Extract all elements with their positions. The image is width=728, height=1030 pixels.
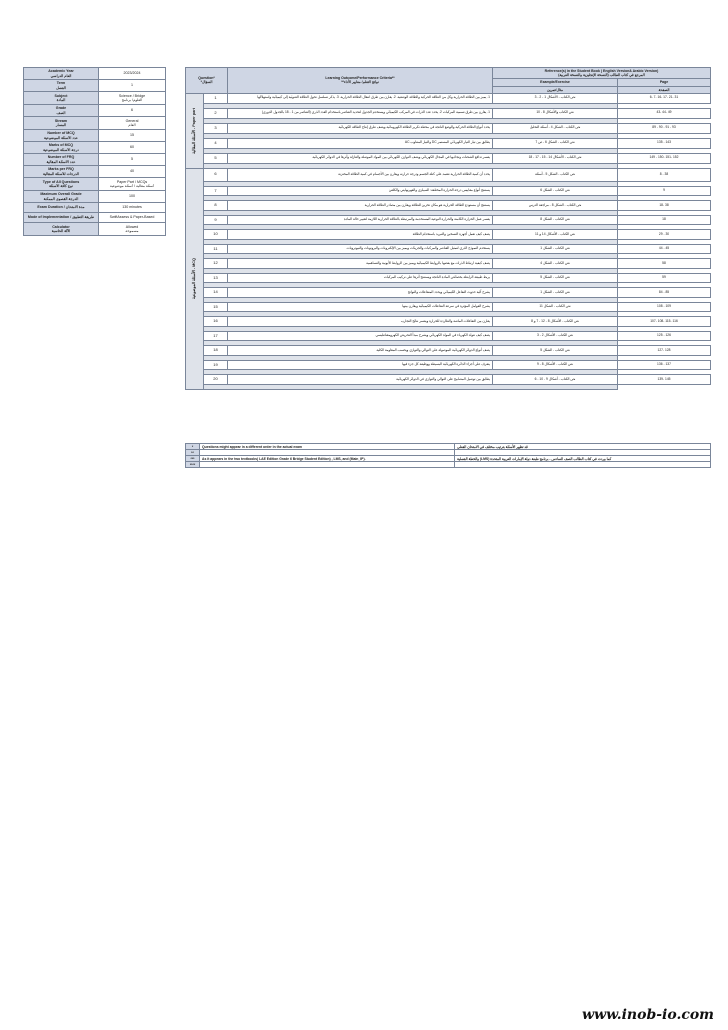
- book-reference: نص الكتاب - الأشكال 14 و 11: [493, 230, 618, 240]
- page-reference: 29 - 30: [618, 230, 711, 240]
- page-reference: 8 - 38: [618, 168, 711, 181]
- note-text-ar: كما وردت في كتاب الطالب الصف السادس - برنامج طبعة دولة الإمارات العربية المتحدة (LMS) والخطة الفصلية: [455, 456, 711, 462]
- info-label-ar: الدرجات للأسئلة المقالية: [42, 171, 80, 176]
- page-reference: 58: [618, 259, 711, 269]
- info-label-en: Number of MCQ: [47, 131, 75, 136]
- question-row: [186, 168, 711, 181]
- book-reference: نص الكتاب - الشكل 5 - أسئلة: [493, 168, 618, 181]
- info-label-ar: المسار: [55, 123, 67, 127]
- info-label: [24, 213, 99, 223]
- book-reference: نص الكتاب - الأشكال 8 - 9: [493, 360, 618, 370]
- info-value-ar: أسئلة مقالية / أسئلة موضوعية: [109, 184, 155, 188]
- info-label: [24, 191, 99, 203]
- info-label-ar: العام الدراسي: [50, 73, 72, 78]
- info-value: [99, 142, 166, 154]
- example-header-ar: مثال/تمرين: [493, 86, 618, 93]
- question-row: [186, 273, 711, 283]
- page-reference: 89 - 90 - 91 - 93: [618, 123, 711, 133]
- part-label-cell: [186, 93, 204, 168]
- info-value-text: 2023/2024: [123, 71, 141, 76]
- info-label-en: Term: [56, 81, 66, 86]
- info-label-ar: درجة الأسئلة الموضوعية: [43, 147, 79, 152]
- info-label: [24, 80, 99, 92]
- question-number: 10: [204, 230, 228, 240]
- book-reference: نص الكتاب - الأشكال 2 - 3: [493, 331, 618, 341]
- note-text-ar: [455, 462, 711, 468]
- learning-outcome: يصف كيفية ارتباط الذرات مع بعضها بالروابط الكيميائية ويميز بين الروابط الأيونية والتساهمية: [228, 259, 493, 269]
- reference-header: Reference(s) in the Student Book ( English Version& Arabic Version) المرجع في كتاب الطالب (النسخة الإنجليزية والنسخة العربية): [493, 68, 711, 79]
- learning-outcome: يربط طبيعة الرابطة بخصائص المادة الناتجة ويستنتج أثرها على تركيب المركبات: [228, 273, 493, 283]
- note-text-en: [200, 462, 455, 468]
- learning-outcome: يطابق بين توصيل المصابيح على التوالي والتوازي في الدوائر الكهربائية: [228, 375, 493, 385]
- info-value: [99, 203, 166, 213]
- info-row: [24, 92, 166, 105]
- info-value-text: 100: [129, 194, 135, 199]
- page-reference: 107- 108- 115- 116: [618, 317, 711, 327]
- question-row: [186, 138, 711, 148]
- info-label-en: Maximum Overall Grade: [40, 192, 82, 197]
- question-number: 14: [204, 288, 228, 298]
- info-value: [99, 117, 166, 130]
- note-marker: **: [186, 450, 200, 456]
- note-row: [186, 462, 711, 468]
- book-reference: نص الكتاب - الأشكال 8 - 12 - 7 و 8: [493, 317, 618, 327]
- info-label-en: Stream: [54, 118, 68, 123]
- info-label: [24, 117, 99, 130]
- book-reference: نص الكتاب - الشكل 6 - ص 7: [493, 138, 618, 148]
- learning-outcome: يصف أنواع الدوائر الكهربائية الموصولة على التوالي والتوازي ويحسب المقاومة الكلية: [228, 346, 493, 356]
- info-label-ar: عدد الأسئلة الموضوعية: [44, 135, 78, 140]
- info-label-ar: الفصل: [56, 85, 66, 90]
- info-label-en: Academic Year: [48, 69, 74, 74]
- info-row: [24, 80, 166, 92]
- info-label: [24, 223, 99, 236]
- question-number: 13: [204, 273, 228, 283]
- info-value: [99, 223, 166, 236]
- info-value: [99, 191, 166, 203]
- info-label-en: Marks per FRQ: [48, 167, 74, 172]
- info-label: [24, 68, 99, 80]
- info-value: [99, 166, 166, 178]
- page-header-ar: الصفحة: [618, 86, 711, 93]
- info-label: [24, 92, 99, 105]
- question-number: 11: [204, 244, 228, 254]
- question-number: 7: [204, 186, 228, 196]
- book-reference: نص الكتاب - الشكل 6: [493, 186, 618, 196]
- question-number: 12: [204, 259, 228, 269]
- note-text-en: As it appears in the two textbooks( LAE Edition Grade 6 Bridge Student Edition) , LMS, and (Main_IP).: [200, 456, 455, 462]
- question-number: 3: [204, 123, 228, 133]
- info-value-text: 40: [130, 169, 134, 174]
- learning-outcome: يحدد أنواع الطاقة الحركية والوضع الناتجة في محطة تكرير الطاقة الكهرومائية ويصف طرق إنتاج الطاقة الكهربائية: [228, 123, 493, 133]
- question-row: [186, 123, 711, 133]
- question-number: 8: [204, 201, 228, 211]
- exam-structure-table: [185, 67, 711, 390]
- learning-outcome: يشرح العوامل المؤثرة في سرعة التفاعلات الكيميائية ويقارن بينها: [228, 302, 493, 312]
- question-row: [186, 215, 711, 225]
- info-row: [24, 142, 166, 154]
- learning-outcome: يستنتج أن مستودع الطاقة الحرارية هو مكان تخزين للطاقة ويقارن بين مصادر الطاقة الحرارية: [228, 201, 493, 211]
- learning-outcome: 1. يقارن بين طرق تسمية المركبات 2. يحدد عدد الذرات في المركب الكيميائي ويستخدم الجدول لتحديد العناصر باستخدام العدد الذري (العناصر من 1 - 18 بالجدول الدوري): [228, 108, 493, 118]
- info-label-en: Number of FRQ: [47, 155, 75, 160]
- info-row: [24, 130, 166, 142]
- info-row: [24, 178, 166, 191]
- info-value: [99, 92, 166, 105]
- question-row: [186, 186, 711, 196]
- question-row: [186, 244, 711, 254]
- question-row: [186, 360, 711, 370]
- page-reference: 149 - 150- 151- 152: [618, 153, 711, 163]
- info-value-text: SwiftAssess & Paper-Based: [109, 215, 155, 220]
- page-reference: 9: [618, 186, 711, 196]
- question-number: 9: [204, 215, 228, 225]
- question-number: 6: [204, 168, 228, 181]
- learning-outcome: يصف كيف تتولد الكهرباء في المولد الكهربائي ويشرح مبدأ التحريض الكهرومغناطيسي: [228, 331, 493, 341]
- book-reference: نص الكتاب - الشكل 5: [493, 273, 618, 283]
- info-value-text: 15: [130, 133, 134, 138]
- book-reference: نص الكتاب - الشكل 8 - مراجعة الدرس: [493, 201, 618, 211]
- note-text-en: Questions might appear in a different order in the actual exam: [200, 444, 455, 450]
- info-label-ar: المادة: [56, 98, 66, 102]
- notes-table: [185, 443, 711, 468]
- exam-info-table: [23, 67, 166, 236]
- info-label: [24, 203, 99, 213]
- info-label-en: Marks of MCQ: [48, 143, 74, 148]
- page-reference: 135 - 143: [618, 138, 711, 148]
- part-label-cell: [186, 168, 204, 389]
- info-value-ar: مسموحة: [125, 229, 139, 233]
- learning-outcome: يطابق بين تيار التيار الكهربائي المستمر DC والتيار المتناوب AC: [228, 138, 493, 148]
- info-value-text: Paper Part / MCQs: [116, 179, 148, 184]
- learning-outcome: يستنتج أنواع مقاييس درجة الحرارة المختلفة: السيلزي والفهرنهايتي والكلفن: [228, 186, 493, 196]
- info-value: [99, 213, 166, 223]
- info-value-text: Allowed: [125, 224, 139, 229]
- info-label: [24, 154, 99, 166]
- learning-outcome: يتعرف على أجزاء الدائرة الكهربائية البسيطة ووظيفة كل جزء فيها: [228, 360, 493, 370]
- question-number: 4: [204, 138, 228, 148]
- book-reference: نص الكتاب - الأشكال 1 - 2 - 3: [493, 93, 618, 103]
- info-label-en: Type of All Questions: [42, 179, 80, 184]
- info-label-en: Grade: [55, 106, 67, 111]
- question-row: [186, 230, 711, 240]
- info-value-text: 1: [131, 83, 133, 88]
- book-reference: نص الكتاب والأشكال 8 - 10: [493, 108, 618, 118]
- learning-outcome: يحدد أن كمية الطاقة الحرارية تعتمد على كتلة الجسم ودرجة حرارته ويقارن بين الأجسام في كمية الطاقة المختزنة: [228, 168, 493, 181]
- info-label-ar: نوع كافة الأسئلة: [49, 184, 73, 188]
- page-reference: 84 - 85: [618, 288, 711, 298]
- question-row: [186, 108, 711, 118]
- site-watermark: www.inob-io.com: [581, 1007, 714, 1023]
- learning-outcome: يفسر تدافع الشحنات وتجاذبها في المجال الكهربائي ويصف التوازن الكهربائي بين المواد الموصلة والعازلة وأثرها في الدوائر الكهربائية: [228, 153, 493, 163]
- info-value: [99, 80, 166, 92]
- info-label-ar: الصف: [56, 110, 66, 115]
- info-label-ar: الدرجة القصوى الممكنة: [43, 196, 79, 201]
- info-row: [24, 203, 166, 213]
- info-value-text: Science / Bridge: [118, 93, 146, 98]
- info-value-ar: العام: [128, 123, 136, 127]
- info-label-combined: Mode of Implementation / طريقة التطبيق: [27, 215, 95, 220]
- info-value-text: 130 minutes: [122, 205, 142, 210]
- question-row: [186, 331, 711, 341]
- page-reference: 44 - 45: [618, 244, 711, 254]
- info-value-text: 60: [130, 145, 134, 150]
- info-label: [24, 130, 99, 142]
- question-row: [186, 153, 711, 163]
- question-row: [186, 302, 711, 312]
- page-reference: 139- 145: [618, 375, 711, 385]
- question-number: 20: [204, 375, 228, 385]
- info-label-combined: Exam Duration / مدة الامتحان: [37, 205, 85, 210]
- info-value-ar: العلوم/ برنامج: [121, 98, 143, 102]
- book-reference: نص الكتاب - الشكل 5: [493, 346, 618, 356]
- page-reference: 6- 7- 16- 17- 21- 31: [618, 93, 711, 103]
- page-reference: 18- 38: [618, 201, 711, 211]
- question-number: 5: [204, 153, 228, 163]
- question-number: 15: [204, 302, 228, 312]
- book-reference: نص الكتاب - أشكال 9 - 10 - 6: [493, 375, 618, 385]
- page-reference: 108 - 109: [618, 302, 711, 312]
- question-number: 1: [204, 93, 228, 103]
- outcome-header: Learning Outcome/Performance Criteria** **نواتج التعلم/ معايير الأداء: [228, 68, 493, 94]
- page-reference: 127- 128: [618, 346, 711, 356]
- question-header: Question* *السؤال: [186, 68, 228, 94]
- book-reference: نص الكتاب - الشكل 11: [493, 302, 618, 312]
- info-label: [24, 166, 99, 178]
- question-row: [186, 201, 711, 211]
- spacer-row: [186, 384, 711, 389]
- info-label-ar: الآلة الحاسبة: [51, 229, 71, 233]
- info-value: [99, 154, 166, 166]
- info-value: [99, 105, 166, 117]
- book-reference: نص الكتاب - الشكل 1: [493, 288, 618, 298]
- header-row: [186, 68, 711, 79]
- info-row: [24, 117, 166, 130]
- info-label-en: Calculator: [52, 224, 70, 229]
- page-reference: 43- 44- 49: [618, 108, 711, 118]
- question-number: 18: [204, 346, 228, 356]
- info-value-text: General: [125, 118, 139, 123]
- info-row: [24, 105, 166, 117]
- page-reference: 125 - 126: [618, 331, 711, 341]
- learning-outcome: يفسر عمل الحرارة الكامنة والحرارة النوعية المستخدمة والمرتبطة بالطاقة الحرارية اللازمة لتغيير حالة المادة: [228, 215, 493, 225]
- question-row: [186, 375, 711, 385]
- question-row: [186, 288, 711, 298]
- book-reference: نص الكتاب - الشكل 1: [493, 244, 618, 254]
- learning-outcome: يصف كيف تعمل أجهزة التسخين والتبريد باستخدام الطاقة: [228, 230, 493, 240]
- info-row: [24, 191, 166, 203]
- info-value: [99, 178, 166, 191]
- info-value: [99, 68, 166, 80]
- question-row: [186, 346, 711, 356]
- page-reference: 136 - 137: [618, 360, 711, 370]
- question-row: [186, 317, 711, 327]
- question-row: [186, 93, 711, 103]
- info-value-text: 5: [131, 157, 133, 162]
- book-reference: نص الكتاب - الشكل 4 - أسئلة التحليل: [493, 123, 618, 133]
- note-marker: *: [186, 444, 200, 450]
- note-marker: ***: [186, 456, 200, 462]
- info-label-ar: عدد الأسئلة المقالية: [46, 159, 76, 164]
- info-value-text: 6: [131, 108, 133, 113]
- book-reference: نص الكتاب - الأشكال 14 - 15 - 17 - 18: [493, 153, 618, 163]
- page-reference: 18: [618, 215, 711, 225]
- question-number: 2: [204, 108, 228, 118]
- question-row: [186, 259, 711, 269]
- info-value: [99, 130, 166, 142]
- info-row: [24, 223, 166, 236]
- example-header: Example/Exercise: [493, 79, 618, 86]
- info-row: [24, 68, 166, 80]
- learning-outcome: 1. يميز بين الطاقة الحرارية وكل من الطاقة الحركية والطاقة الوضعية. 2. يقارن بين طرق انتقال الطاقة الحرارية. 3. يذكر تسلسل تحول الطاقة الضوئية إلى كيميائية واستهلاكها: [228, 93, 493, 103]
- learning-outcome: يستخدم النموذج الذري لتمثيل العناصر والمركبات والجزيئات ويميز بين الإلكترونات والبروتونات والنيوترونات: [228, 244, 493, 254]
- page-reference: 59: [618, 273, 711, 283]
- note-marker: ****: [186, 462, 200, 468]
- question-number: 17: [204, 331, 228, 341]
- info-label: [24, 142, 99, 154]
- note-text-ar: قد تظهر الأسئلة بترتيب مختلف في الامتحان الفعلي: [455, 444, 711, 450]
- book-reference: نص الكتاب - الشكل 8: [493, 215, 618, 225]
- book-reference: نص الكتاب - الشكل 4: [493, 259, 618, 269]
- info-row: [24, 213, 166, 223]
- info-row: [24, 166, 166, 178]
- info-label: [24, 178, 99, 191]
- page-header: Page: [618, 79, 711, 86]
- question-number: 16: [204, 317, 228, 327]
- info-label: [24, 105, 99, 117]
- info-row: [24, 154, 166, 166]
- info-label-en: Subject: [54, 93, 68, 98]
- question-number: 19: [204, 360, 228, 370]
- part-label: الأسئلة المقالية - Paper part: [192, 107, 197, 154]
- learning-outcome: يشرح آلية حدوث التفاعل الكيميائي ويحدد المتفاعلات والنواتج: [228, 288, 493, 298]
- learning-outcome: يقارن بين التفاعلات الماصة والطاردة للحرارة ويفسر نتائج التجارب: [228, 317, 493, 327]
- part-label: الأسئلة الموضوعية - MCQ: [192, 258, 197, 300]
